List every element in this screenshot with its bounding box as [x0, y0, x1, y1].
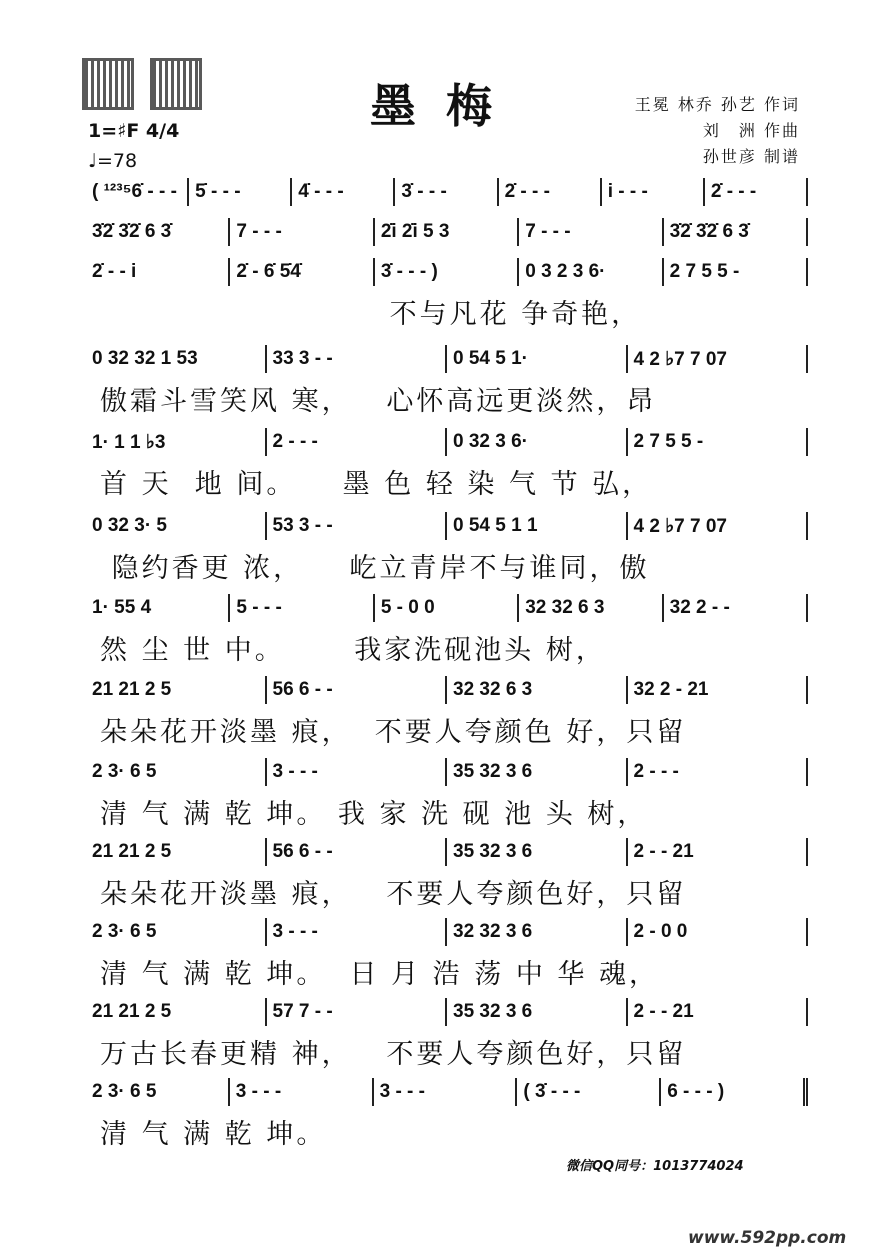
- lyric-line: 清 气 满 乾 坤。 日 月 浩 荡 中 华 魂，: [100, 959, 659, 990]
- measure: 2̇ - 6̇ 5̇4̇: [230, 258, 374, 286]
- notation-row: [86, 676, 808, 704]
- measure: 3̇ - - -: [395, 178, 498, 206]
- page-title: 墨梅: [370, 79, 522, 133]
- measure: 2̇ - - -: [499, 178, 602, 206]
- measure: 2̇ - - -: [705, 178, 808, 206]
- measure: 21 21 2 5: [86, 676, 267, 704]
- measure: 1· 55 4: [86, 594, 230, 622]
- notation-row: [86, 838, 808, 866]
- lyric-line: 首 天 地 间。 墨 色 轻 染 气 节 弘，: [100, 469, 653, 500]
- measure: 32 32 3 6: [447, 918, 628, 946]
- measure: i - - -: [602, 178, 705, 206]
- measure: 2 - - 21: [628, 838, 809, 866]
- composer-credit: 刘 洲 作曲: [702, 121, 800, 140]
- lyric-line: 朵朵花开淡墨 痕， 不要人夸颜色好，只留: [100, 879, 687, 910]
- measure: 35 32 3 6: [447, 838, 628, 866]
- measure: 2 3· 6 5: [86, 918, 267, 946]
- measure: 35 32 3 6: [447, 758, 628, 786]
- website-watermark: www.592pp.com: [688, 1228, 847, 1248]
- notation-row: [86, 512, 808, 540]
- notation-row: [86, 918, 808, 946]
- measure: 7 - - -: [230, 218, 374, 246]
- measure: 21 21 2 5: [86, 838, 267, 866]
- lyric-line: 傲霜斗雪笑风 寒， 心怀高远更淡然，昂: [100, 386, 657, 417]
- measure: 0 3 2 3 6·: [519, 258, 663, 286]
- measure: 56 6 - -: [267, 838, 448, 866]
- measure: 4 2 ♭7 7 07: [628, 512, 809, 540]
- measure: 56 6 - -: [267, 676, 448, 704]
- tempo-marking: ♩=78: [88, 150, 138, 172]
- measure: 4̇ - - -: [292, 178, 395, 206]
- measure: 0 32 3· 5: [86, 512, 267, 540]
- measure: ( ¹²³⁵6̇ - - -: [86, 178, 189, 206]
- measure: 2̇i 2̇i 5 3: [375, 218, 519, 246]
- notation-row: [86, 1078, 808, 1106]
- measure: 7 - - -: [519, 218, 663, 246]
- measure: 3̇2̇ 3̇2̇ 6 3̇: [86, 218, 230, 246]
- notation-row: [86, 178, 808, 206]
- lyric-line: 然 尘 世 中。 我家洗砚池头 树，: [100, 635, 606, 666]
- measure: 5 - 0 0: [375, 594, 519, 622]
- measure: 21 21 2 5: [86, 998, 267, 1026]
- lyric-line: 朵朵花开淡墨 痕， 不要人夸颜色 好，只留: [100, 717, 687, 748]
- measure: 2 - - 21: [628, 998, 809, 1026]
- qr-code: [150, 58, 202, 110]
- contact-text: 微信QQ同号：1013774024: [566, 1159, 744, 1174]
- measure: 0 54 5 1 1: [447, 512, 628, 540]
- measure: 2 3· 6 5: [86, 1078, 230, 1106]
- measure: 0 32 3 6·: [447, 428, 628, 456]
- measure: 32 32 6 3: [519, 594, 663, 622]
- arranger-credit: 孙世彦 制谱: [702, 147, 800, 166]
- measure: 6 - - - ): [661, 1078, 808, 1106]
- measure: 0 54 5 1·: [447, 345, 628, 373]
- measure: 32 2 - 21: [628, 676, 809, 704]
- lyric-line: 隐约香更 浓， 屹立青岸不与谁同，傲: [100, 553, 650, 584]
- key-signature: 1=♯F 4/4: [88, 120, 180, 142]
- measure: 4 2 ♭7 7 07: [628, 345, 809, 373]
- measure: 2 - - -: [628, 758, 809, 786]
- lyric-line: 不与凡花 争奇艳，: [100, 299, 642, 330]
- measure: 3̇2̇ 3̇2̇ 6 3̇: [664, 218, 808, 246]
- notation-row: [86, 345, 808, 373]
- measure: 32 32 6 3: [447, 676, 628, 704]
- notation-row: [86, 258, 808, 286]
- lyric-line: 清 气 满 乾 坤。: [100, 1119, 327, 1150]
- measure: 3 - - -: [267, 918, 448, 946]
- measure: 3 - - -: [267, 758, 448, 786]
- notation-row: [86, 594, 808, 622]
- measure: 5̇ - - -: [189, 178, 292, 206]
- measure: 3 - - -: [374, 1078, 518, 1106]
- measure: 0 32 32 1 53: [86, 345, 267, 373]
- notation-row: [86, 428, 808, 456]
- measure: 3 - - -: [230, 1078, 374, 1106]
- measure: 2 7 5 5 -: [628, 428, 809, 456]
- measure: 57 7 - -: [267, 998, 448, 1026]
- measure: 2 3· 6 5: [86, 758, 267, 786]
- qr-code: [82, 58, 134, 110]
- notation-row: [86, 758, 808, 786]
- measure: 5 - - -: [230, 594, 374, 622]
- measure: 2 - 0 0: [628, 918, 809, 946]
- measure: 2 - - -: [267, 428, 448, 456]
- measure: 2̇ - - i: [86, 258, 230, 286]
- measure: 33 3 - -: [267, 345, 448, 373]
- measure: 1· 1 1 ♭3: [86, 428, 267, 456]
- measure: ( 3̇ - - -: [517, 1078, 661, 1106]
- measure: 53 3 - -: [267, 512, 448, 540]
- measure: 32 2 - -: [664, 594, 808, 622]
- measure: 35 32 3 6: [447, 998, 628, 1026]
- notation-row: [86, 998, 808, 1026]
- notation-row: [86, 218, 808, 246]
- lyricist-credit: 王冕 林乔 孙艺 作词: [634, 95, 800, 114]
- measure: 2 7 5 5 -: [664, 258, 808, 286]
- lyric-line: 清 气 满 乾 坤。 我 家 洗 砚 池 头 树，: [100, 799, 648, 830]
- measure: 3̇ - - - ): [375, 258, 519, 286]
- lyric-line: 万古长春更精 神， 不要人夸颜色好，只留: [100, 1039, 687, 1070]
